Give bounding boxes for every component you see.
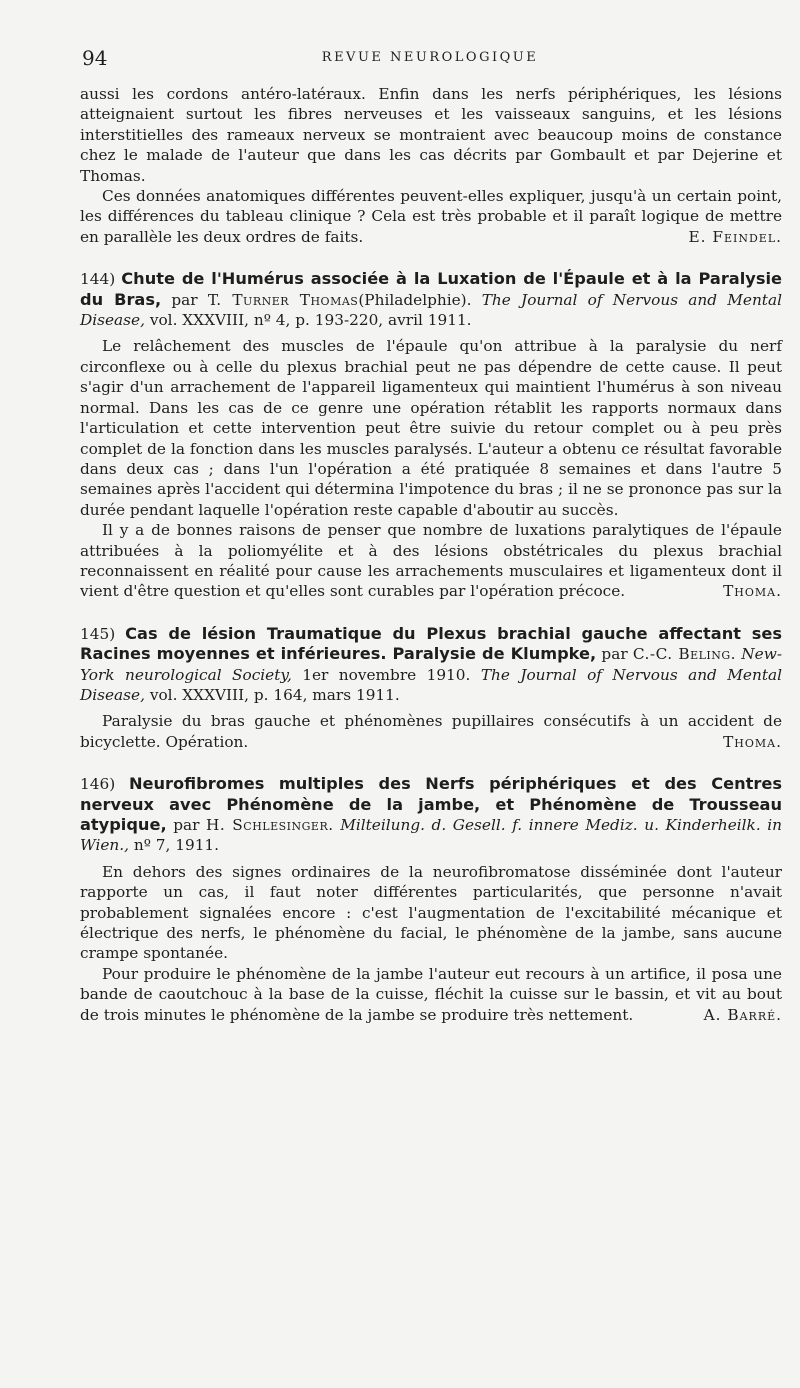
entry-number: 144) (80, 270, 116, 289)
entry-heading (80, 624, 782, 706)
citation: vol. XXXVIII, p. 164, mars 1911. (149, 685, 400, 704)
entry-title: Neurofibromes multiples des Nerfs périphériques et des Centres nerveux avec Phénomène de la jambe, et Phénomène de Trousseau atypique, (80, 774, 782, 834)
page-body (80, 84, 782, 1025)
abstract-entry-144 (80, 269, 782, 602)
journal-name: New-York neurological Society, (80, 645, 782, 684)
author-place: (Philadelphie). (358, 290, 472, 309)
citation-date: 1er novembre 1910. (302, 665, 471, 684)
page-header (82, 44, 778, 74)
author-prefix: par (171, 290, 198, 309)
entry-heading (80, 774, 782, 856)
entry-author: C.-C. Beling. (632, 645, 737, 664)
journal-name: The Journal of Nervous and Mental Disease, (80, 290, 782, 330)
entry-paragraph (80, 520, 782, 602)
entry-signature: A. Barré. (703, 1005, 782, 1024)
entry-number: 146) (80, 775, 116, 794)
author-prefix: par (601, 645, 628, 664)
author-prefix: par (173, 816, 200, 834)
abstract-entry-146 (80, 774, 782, 1025)
entry-title: Cas de lésion Traumatique du Plexus brachial gauche affectant ses Racines moyennes et inférieures. Paralysie de Klumpke, (80, 623, 782, 664)
entry-paragraph (80, 711, 782, 752)
entry-title: Chute de l'Humérus associée à la Luxation de l'Épaule et à la Paralysie du Bras, (80, 269, 782, 309)
intro-signature: E. Feindel. (688, 227, 782, 246)
citation: nº 7, 1911. (133, 836, 220, 855)
entry-author: H. Schlesinger. (206, 816, 334, 834)
entry-paragraph-text: Il y a de bonnes raisons de penser que nombre de luxations paralytiques de l'épaule attribuées à la poliomyélite et à des lésions obstétricales du plexus brachial reconnaissent en réalité pour cause les arrachements musculaires et ligamenteux dont il vient d'être question et qu'elles sont curables par l'opération précoce. (80, 521, 782, 601)
running-title: REVUE NEUROLOGIQUE (321, 50, 539, 65)
entry-number: 145) (80, 624, 116, 643)
entry-paragraph-text: Pour produire le phénomène de la jambe l'auteur eut recours à un artifice, il posa une bande de caoutchouc à la base de la cuisse, fléchit la cuisse sur le bassin, et vit au bout de trois minutes le phénomène de la jambe se produire très nettement. (80, 964, 782, 1024)
intro-paragraph-2 (80, 186, 782, 247)
abstract-entry-145 (80, 624, 782, 752)
entry-signature: Thoma. (723, 582, 782, 601)
citation: vol. XXXVIII, nº 4, p. 193-220, avril 1911. (149, 311, 472, 330)
journal-name-2: The Journal of Nervous and Mental Disease, (80, 665, 782, 704)
intro-paragraph-2-text: Ces données anatomiques différentes peuvent-elles expliquer, jusqu'à un certain point, les différences du tableau clinique ? Cela est très probable et il paraît logique de mettre en parallèle les deux ordres de faits. (80, 187, 782, 246)
page-number: 94 (82, 46, 108, 70)
intro-paragraph-1: aussi les cordons antéro-latéraux. Enfin dans les nerfs périphériques, les lésions atteignaient surtout les fibres nerveuses et les vaisseaux sanguins, et les lésions interstitielles des rameaux nerveux se montraient avec beaucoup moins de constance chez le malade de l'auteur que dans les cas décrits par Gombault et par Dejerine et Thomas. (80, 85, 782, 185)
entry-author: T. Turner Thomas (207, 290, 359, 309)
entry-paragraph: Le relâchement des muscles de l'épaule qu'on attribue à la paralysie du nerf circonflexe ou à celle du plexus brachial peut ne pas dépendre de cette cause. Il peut s'agir d'un arrachement de l'appareil ligamenteux qui maintient l'humérus à son niveau normal. Dans les cas de ce genre une opération rétablit les rapports normaux dans l'articulation et cette intervention peut être suivie du retour complet ou à peu près complet de la fonction dans les muscles paralysés. L'auteur a obtenu ce résultat favorable dans deux cas ; dans l'un l'opération a été pratiquée 8 semaines et dans l'autre 5 semaines après l'accident qui détermina l'impotence du bras ; il ne se prononce pas sur la durée pendant laquelle l'opération reste capable d'aboutir au succès. (80, 337, 782, 519)
entry-paragraph (80, 964, 782, 1025)
journal-name: Milteilung. d. Gesell. f. innere Mediz. u. Kinderheilk. in Wien., (80, 816, 783, 855)
entry-signature: Thoma. (723, 732, 782, 751)
entry-heading (80, 269, 782, 330)
entry-paragraph-text: Paralysie du bras gauche et phénomènes pupillaires consécutifs à un accident de bicyclette. Opération. (80, 712, 782, 751)
entry-paragraph: En dehors des signes ordinaires de la neurofibromatose disséminée dont l'auteur rapporte un cas, il faut noter différentes particularités, que personne n'avait probablement signalées encore : c'est l'augmentation de l'excitabilité mécanique et électrique des nerfs, le phénomène du facial, le phénomène de la jambe, sans aucune crampe spontanée. (80, 862, 782, 963)
